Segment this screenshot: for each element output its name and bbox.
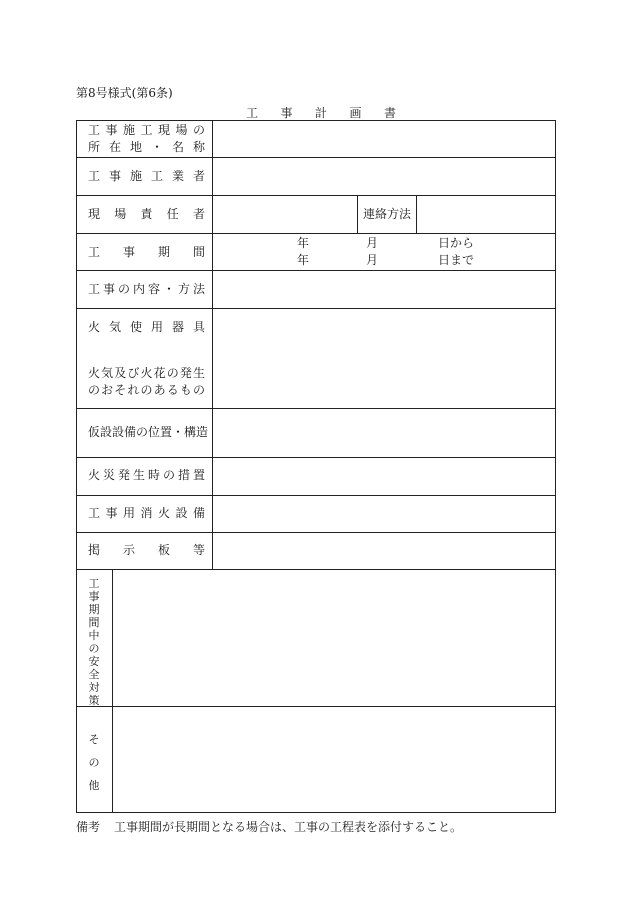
- fire-equipment-label: 火気使用器具: [88, 320, 205, 334]
- form-number: 第8号様式(第6条): [76, 86, 173, 100]
- remark: [76, 818, 462, 835]
- construction-plan-table: [76, 120, 556, 813]
- spark-risk-label-line1: 火気及び火花の発生: [88, 366, 205, 380]
- fire-response-label: 火災発生時の措置: [88, 468, 205, 482]
- site-label-line2: 所在地・名称: [88, 140, 205, 154]
- remark-text: 工事期間が長期間となる場合は、工事の工程表を添付すること。: [114, 820, 463, 834]
- safety-measures-label: 工事期間中の安全対策: [88, 577, 100, 707]
- period-from-day: 日から: [438, 236, 475, 250]
- site-manager-label: 現場責任者: [88, 207, 205, 221]
- extinguisher-label: 工事用消火設備: [88, 506, 205, 520]
- period-until-month: 月: [366, 253, 379, 267]
- other-label: その他: [88, 733, 100, 792]
- notice-board-label: 掲示板等: [88, 543, 205, 557]
- contractor-label: 工事施工業者: [88, 169, 205, 183]
- spark-risk-label-line2: のおそれのあるもの: [88, 383, 205, 397]
- period-until-day: 日まで: [438, 253, 475, 267]
- construction-period-label: 工事期間: [88, 245, 205, 259]
- period-from-month: 月: [366, 236, 379, 250]
- site-label-line1: 工事施工現場の: [88, 123, 205, 137]
- document-title: 工事計画書: [246, 106, 396, 120]
- remark-label: 備考: [76, 820, 101, 834]
- period-from-year: 年: [297, 236, 310, 250]
- temporary-facility-label: 仮設設備の位置・構造: [88, 425, 209, 439]
- contact-method-label: 連絡方法: [363, 207, 412, 221]
- work-content-method-label: 工事の内容・方法: [88, 282, 205, 296]
- period-until-year: 年: [297, 253, 310, 267]
